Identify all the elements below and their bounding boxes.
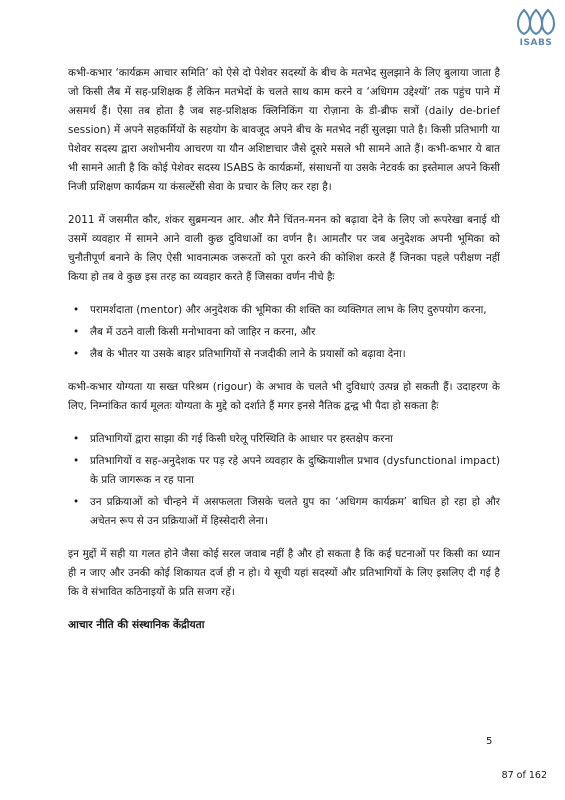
logo-text: ISABS bbox=[519, 38, 553, 48]
list-item: • उन प्रक्रियाओं को चीन्हने में असफलता जिसके चलते ग्रुप का ‘अधिगम कार्यक्रम’ बाधित हो रहा हो और अचेतन रूप से उन प्रक्रियाओं में हिस्सेदारी लेना। bbox=[68, 493, 500, 531]
paragraph-1: कभी-कभार ‘कार्यक्रम आचार समिति’ को ऐसे दो पेशेवर सदस्यों के बीच के मतभेद सुलझाने के लिए बुलाया जाता है जो किसी लैब में सह-प्रशिक्षक हैं लेकिन मतभेदों के चलते साथ काम करने व ‘अधिगम उद्देश्यों’ तक पहुंच पाने में असमर्थ हैं। ऐसा तब होता है जब सह-प्रशिक्षक क्लिनिकिंग या रोज़ाना के डी-ब्रीफ सत्रों (daily de-brief session) में अपने सहकर्मियों के सहयोग के बावजूद अपने बीच के मतभेद नहीं सुलझा पाते है। किसी प्रतिभागी या पेशेवर सदस्य द्वारा अशोभनीय आचरण या यौन अशिष्टाचार जैसे दूसरे मसले भी सामने आते हैं। कभी-कभार ये बात भी सामने आती है कि कोई पेशेवर सदस्य ISABS के कार्यक्रमों, संसाधनों या उसके नेटवर्क का इस्तेमाल अपने किसी निजी प्रशिक्षण कार्यक्रम या कंसल्टेंसी सेवा के प्रचार के लिए कर रहा है। bbox=[68, 67, 500, 193]
bullet-list-2 bbox=[68, 430, 500, 531]
isabs-logo bbox=[512, 6, 560, 48]
bullet-list-1 bbox=[68, 301, 500, 364]
page-content bbox=[68, 64, 500, 635]
list-item: • परामर्शदाता (mentor) और अनुदेशक की भूमिका की शक्ति का व्यक्तिगत लाभ के लिए दुरुपयोग करना, bbox=[68, 301, 500, 320]
page-number: 5 bbox=[486, 736, 493, 747]
list-item: • प्रतिभागियों द्वारा साझा की गई किसी घरेलू परिस्थिति के आधार पर हस्तक्षेप करना bbox=[68, 430, 500, 449]
section-heading: आचार नीति की संस्थानिक केंद्रीयता bbox=[68, 619, 205, 631]
paragraph-3: कभी-कभार योग्यता या सख्त परिश्रम (rigour) के अभाव के चलते भी दुविधाएं उत्पन्न हो सकती हैं। उदाहरण के लिए, निम्नांकित कार्य मूलतः योग्यता के मुद्दे को दर्शाते हैं मगर इनसे नैतिक द्वन्द्व भी पैदा हो सकता हैः bbox=[68, 381, 500, 412]
logo-mark-icon bbox=[512, 6, 560, 38]
paragraph-4: इन मुद्दों में सही या गलत होने जैसा कोई सरल जवाब नहीं है और हो सकता है कि कई घटनाओं पर किसी का ध्यान ही न जाए और उनकी कोई शिकायत दर्ज ही न हो। ये सूची यहां सदस्यों और प्रतिभागियों के लिए इसलिए दी गई है कि वे संभावित कठिनाइयों के प्रति सजग रहें। bbox=[68, 548, 500, 598]
paragraph-2: 2011 में जसमीत कौर, शंकर सुब्रमन्यन आर. और मैने चिंतन-मनन को बढ़ावा देने के लिए जो रूपरेखा बनाई थी उसमें व्यवहार में सामने आने वाली कुछ दुविधाओं का वर्णन है। आमतौर पर जब अनुदेशक अपनी भूमिका को चुनौतीपूर्ण बनाने के लिए ऐसी भावनात्मक जरूरतों को पूरा करने की कोशिश करते हैं जिनका पहले परीक्षण नहीं किया हो तब वे कुछ इस तरह का व्यवहार करते हैं जिसका वर्णन नीचे हैः bbox=[68, 214, 500, 283]
list-item: • प्रतिभागियों व सह-अनुदेशक पर पड़ रहे अपने व्यवहार के दुष्क्रियाशील प्रभाव (dysfunctional impact) के प्रति जागरूक न रह पाना bbox=[68, 452, 500, 490]
page-counter: 87 of 162 bbox=[501, 770, 547, 781]
list-item: • लैब के भीतर या उसके बाहर प्रतिभागियों से नजदीकी लाने के प्रयासों को बढ़ावा देना। bbox=[68, 345, 500, 364]
list-item: • लैब में उठने वाली किसी मनोभावना को जाहिर न करना, और bbox=[68, 323, 500, 342]
